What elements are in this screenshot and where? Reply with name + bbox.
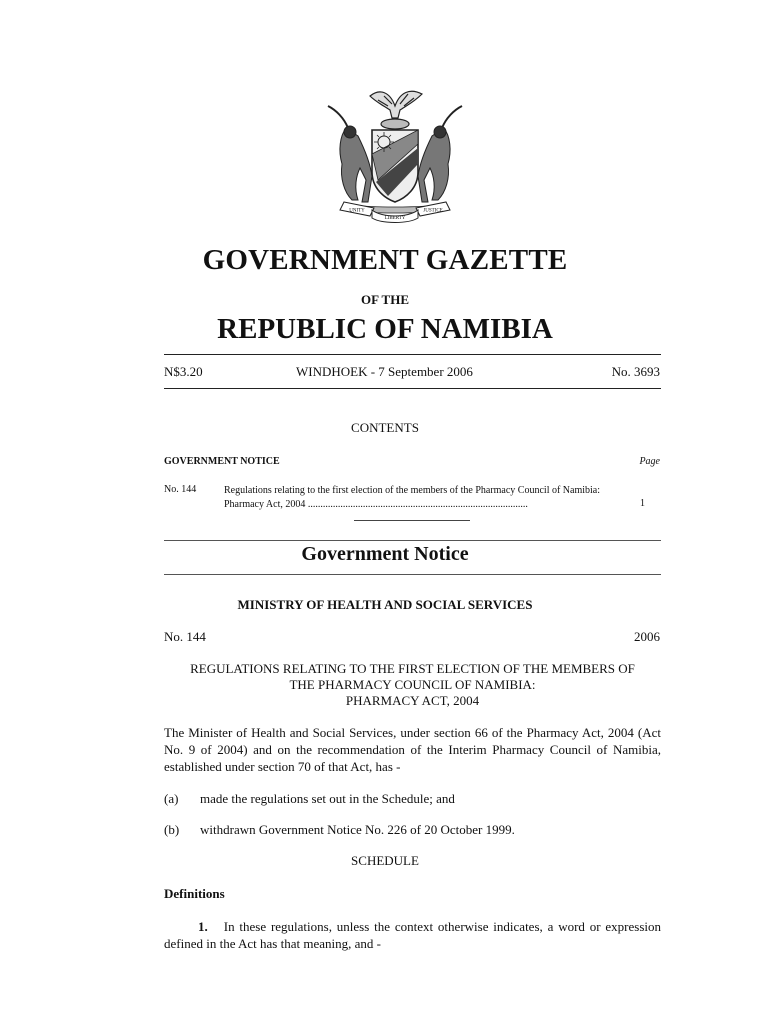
masthead-top-rule	[164, 354, 661, 355]
item-b-label: (b)	[164, 822, 180, 837]
motto-justice: JUSTICE	[423, 208, 443, 214]
regulations-title-line-1: REGULATIONS RELATING TO THE FIRST ELECTION OF THE MEMBERS OF	[190, 661, 635, 676]
coat-of-arms-emblem	[318, 84, 472, 226]
notice-year: 2006	[634, 629, 660, 644]
gazette-republic: REPUBLIC OF NAMIBIA	[217, 313, 553, 345]
regulation-1-paragraph	[164, 918, 661, 952]
regulation-1-text: In these regulations, unless the context otherwise indicates, a word or expression defined in the Act has that meaning, and -	[164, 919, 661, 951]
contents-heading: CONTENTS	[351, 420, 419, 435]
item-a-label: (a)	[164, 791, 179, 806]
contents-page-label: Page	[639, 456, 660, 467]
schedule-heading: SCHEDULE	[351, 853, 419, 868]
notice-heading: Government Notice	[301, 543, 469, 565]
notice-top-rule	[164, 540, 661, 541]
item-a-text: made the regulations set out in the Schedule; and	[200, 791, 455, 806]
gazette-price: N$3.20	[164, 364, 203, 379]
definitions-heading: Definitions	[164, 886, 225, 901]
notice-bottom-rule	[164, 574, 661, 575]
masthead-bottom-rule	[164, 388, 661, 389]
regulation-1-number: 1.	[198, 919, 208, 934]
motto-liberty: LIBERTY	[384, 216, 406, 221]
notice-number: No. 144	[164, 629, 206, 644]
contents-end-rule	[354, 520, 470, 521]
item-b-text: withdrawn Government Notice No. 226 of 20 October 1999.	[200, 822, 515, 837]
motto-unity: UNITY	[349, 208, 365, 214]
notice-intro-paragraph: The Minister of Health and Social Services, under section 66 of the Pharmacy Act, 2004 (Act No. 9 of 2004) and on the recommendation of the Interim Pharmacy Council of Namibia, established under section 70 of that Act, has -	[164, 725, 661, 774]
gazette-title: GOVERNMENT GAZETTE	[202, 244, 568, 276]
contents-entry-number: No. 144	[164, 484, 197, 495]
gazette-number: No. 3693	[611, 364, 660, 379]
regulations-title-line-3: PHARMACY ACT, 2004	[345, 693, 480, 708]
regulations-title-line-2: THE PHARMACY COUNCIL OF NAMIBIA:	[289, 677, 536, 692]
regulations-title	[164, 661, 661, 709]
ministry-heading: MINISTRY OF HEALTH AND SOCIAL SERVICES	[237, 597, 533, 612]
contents-entry-text: Regulations relating to the first election of the members of the Pharmacy Council of Namibia: Pharmacy Act, 2004 ........................................................................................	[224, 485, 601, 510]
gazette-place-date: WINDHOEK - 7 September 2006	[296, 364, 473, 379]
gazette-of-the: OF THE	[360, 292, 410, 307]
contents-entry-page: 1	[640, 498, 645, 509]
contents-section-label: GOVERNMENT NOTICE	[164, 456, 280, 467]
